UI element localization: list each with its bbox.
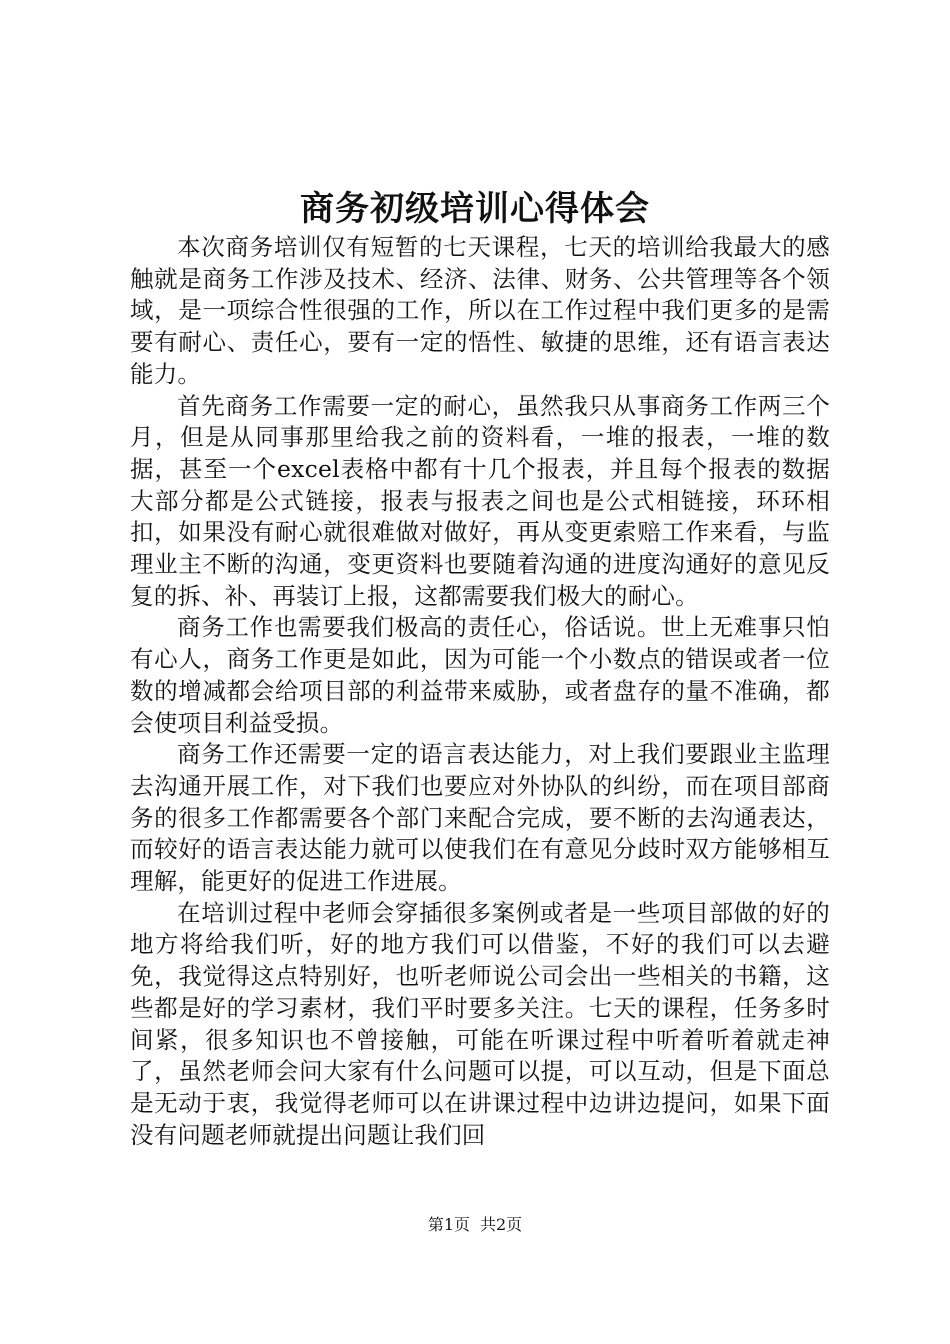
page-number-current: 第1页 bbox=[427, 1215, 470, 1234]
paragraph-2: 首先商务工作需要一定的耐心，虽然我只从事商务工作两三个月，但是从同事那里给我之前的资料看，一堆的报表，一堆的数据，甚至一个excel表格中都有十几个报表，并且每个报表的数据大部分都是公式链接，报表与报表之间也是公式相链接，环环相扣，如果没有耐心就很难做对做好，再从变更索赔工作来看，与监理业主不断的沟通，变更资料也要随着沟通的进度沟通好的意见反复的拆、补、再装订上报，这都需要我们极大的耐心。 bbox=[130, 391, 830, 610]
page-number-total: 共2页 bbox=[480, 1215, 523, 1234]
page-footer bbox=[0, 1213, 950, 1237]
document-title: 商务初级培训心得体会 bbox=[300, 189, 650, 229]
paragraph-1: 本次商务培训仅有短暂的七天课程，七天的培训给我最大的感触就是商务工作涉及技术、经济、法律、财务、公共管理等各个领域，是一项综合性很强的工作，所以在工作过程中我们更多的是需要有耐心、责任心，要有一定的悟性、敏捷的思维，还有语言表达能力。 bbox=[130, 233, 830, 388]
paragraph-5: 在培训过程中老师会穿插很多案例或者是一些项目部做的好的地方将给我们听，好的地方我们可以借鉴，不好的我们可以去避免，我觉得这点特别好，也听老师说公司会出一些相关的书籍，这些都是好的学习素材，我们平时要多关注。七天的课程，任务多时间紧，很多知识也不曾接触，可能在听课过程中听着听着就走神了，虽然老师会问大家有什么问题可以提，可以互动，但是下面总是无动于衷，我觉得老师可以在讲课过程中边讲边提问，如果下面没有问题老师就提出问题让我们回 bbox=[130, 898, 830, 1149]
paragraph-3: 商务工作也需要我们极高的责任心，俗话说。世上无难事只怕有心人，商务工作更是如此，因为可能一个小数点的错误或者一位数的增减都会给项目部的利益带来威胁，或者盘存的量不准确，都会使项目利益受损。 bbox=[130, 613, 830, 737]
document-body bbox=[130, 232, 830, 1151]
paragraph-4: 商务工作还需要一定的语言表达能力，对上我们要跟业主监理去沟通开展工作，对下我们也要应对外协队的纠纷，而在项目部商务的很多工作都需要各个部门来配合完成，要不断的去沟通表达，而较好的语言表达能力就可以使我们在有意见分歧时双方能够相互理解，能更好的促进工作进展。 bbox=[130, 740, 830, 896]
